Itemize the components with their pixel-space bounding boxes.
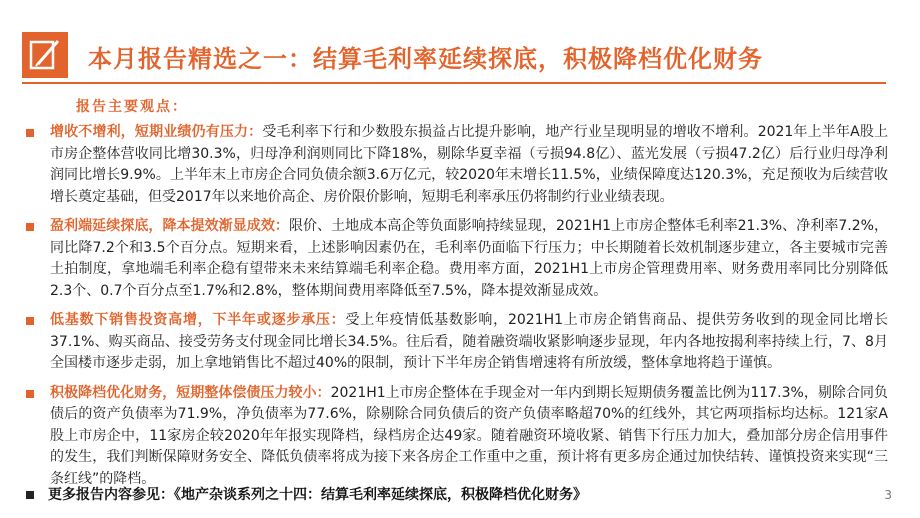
bullet-marker — [26, 491, 34, 499]
list-item — [26, 310, 888, 375]
point-lead: 积极降档优化财务，短期整体偿债压力较小： — [50, 384, 331, 401]
pencil-note-icon — [22, 32, 68, 78]
section-subhead: 报告主要观点： — [76, 99, 188, 115]
bullet-marker — [26, 129, 34, 137]
page-title: 本月报告精选之一：结算毛利率延续探底，积极降档优化财务 — [88, 45, 763, 73]
point-text: 受毛利率下行和少数股东损益占比提升影响，地产行业呈现明显的增收不增利。2021年上半年A股上市房企整体营收同比增30.3%，归母净利润则同比下降18%，剔除华夏幸福（亏损94.8亿）、蓝光发展（亏损47.2亿）后行业归母净利润同比增长9.9%。上半年末上市房企合同负债余额3.6万亿元，较2020年末增长11.5%，业绩保障度达120.3%，充足预收为后续营收增长奠定基础，但受2017年以来地价高企、房价限价影响，短期毛利率承压仍将制约行业业绩表现。 — [50, 124, 888, 205]
list-item — [26, 122, 888, 208]
key-points-list — [26, 122, 888, 498]
bullet-marker — [26, 390, 34, 398]
bullet-marker — [26, 317, 34, 325]
bullet-marker — [26, 223, 34, 231]
title-divider — [22, 82, 886, 84]
page-number: 3 — [884, 488, 892, 502]
point-text: 受上年疫情低基数影响，2021H1上市房企销售商品、提供劳务收到的现金同比增长37.1%、购买商品、接受劳务支付现金同比增长34.5%。往后看，随着融资端收紧影响逐步显现，年内各地按揭利率持续上行，7、8月全国楼市逐步走弱，加上拿地销售比不超过40%的限制，预计下半年房企销售增速将有所放缓，整体拿地将趋于谨慎。 — [50, 312, 889, 371]
point-lead: 盈利端延续探底，降本提效渐显成效： — [50, 218, 289, 234]
point-lead: 低基数下销售投资高增，下半年或逐步承压： — [50, 312, 346, 328]
point-text: 2021H1上市房企整体在手现金对一年内到期长短期债务覆盖比例为117.3%，剔除合同负债后的资产负债率为71.9%，净负债率为77.6%，除剔除合同负债后的资产负债率略超70%的红线外，其它两项指标均达标。121家A股上市房企中，11家房企较2020年年报实现降档，绿档房企达49家。随着融资环境收紧、销售下行压力加大，叠加部分房企信用事件的发生，我们判断保障财务安全、降低负债率将成为接下来各房企工作重中之重，预计将有更多房企通过加快结转、谨慎投资来实现“三条红线”的降档。 — [50, 384, 889, 487]
footer-reference — [26, 484, 587, 504]
list-item — [26, 383, 888, 491]
list-item — [26, 216, 888, 302]
point-lead: 增收不增利，短期业绩仍有压力： — [50, 124, 263, 140]
point-text: 限价、土地成本高企等负面影响持续显现，2021H1上市房企整体毛利率21.3%、净利率7.2%，同比降7.2个和3.5个百分点。短期来看，上述影响因素仍在，毛利率仍面临下行压力；中长期随着长效机制逐步建立，各主要城市完善土拍制度，拿地端毛利率企稳有望带来未来结算端毛利率企稳。费用率方面，2021H1上市房企管理费用率、财务费用率同比分别降低2.3个、0.7个百分点至1.7%和2.8%，整体期间费用率降低至7.5%，降本提效渐显成效。 — [50, 218, 889, 299]
footer-text: 更多报告内容参见：《地产杂谈系列之十四：结算毛利率延续探底，积极降档优化财务》 — [48, 487, 587, 503]
